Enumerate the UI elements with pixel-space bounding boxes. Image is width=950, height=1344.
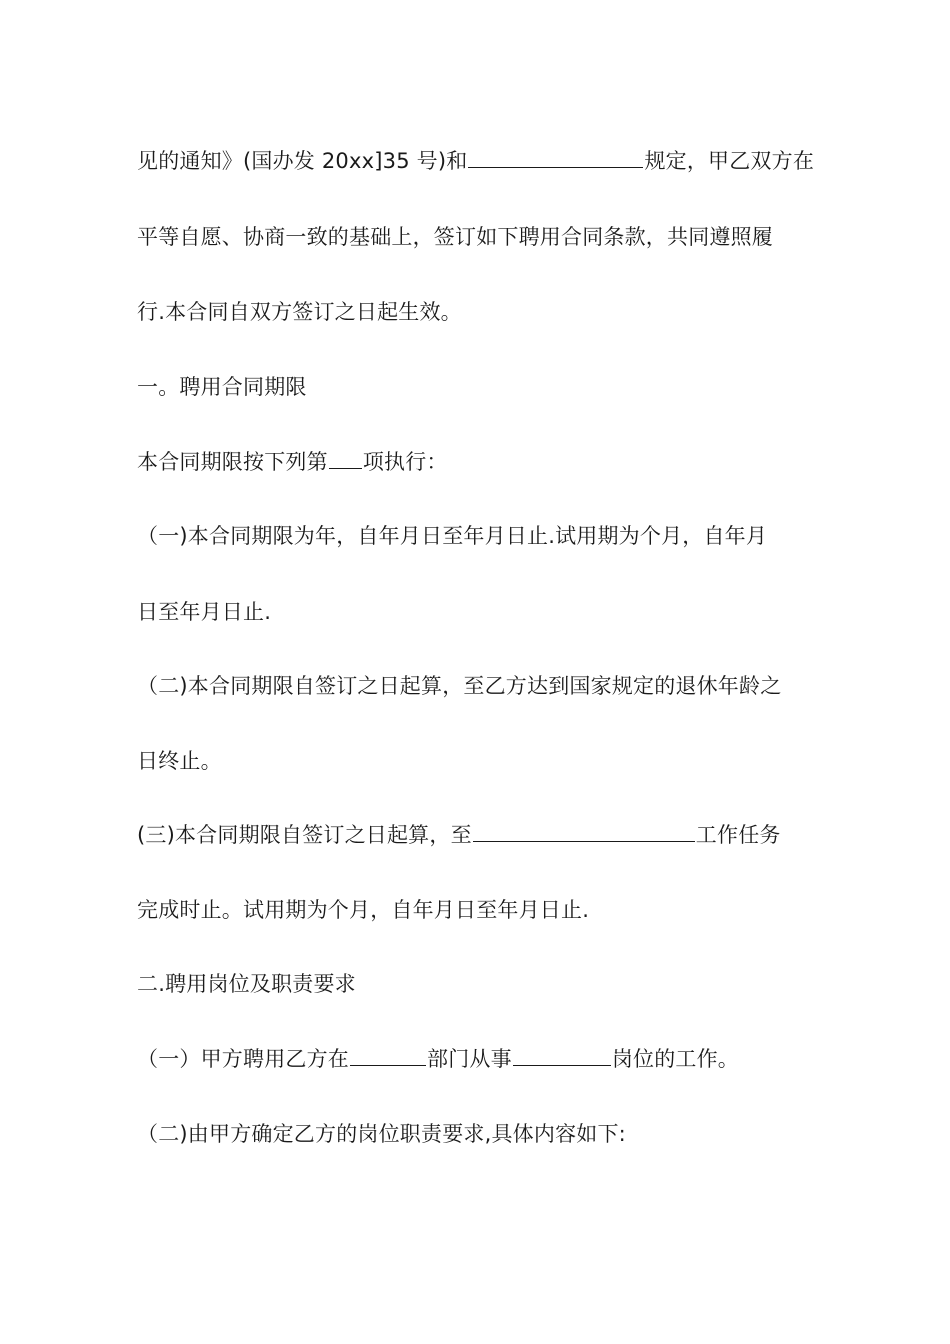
- paragraph-line: [137, 1119, 827, 1149]
- section-heading: [137, 372, 827, 402]
- text-segment: 日至年月日止.: [137, 600, 272, 624]
- paragraph-line: [137, 746, 827, 776]
- paragraph-line: [137, 820, 827, 850]
- text-segment: （一)本合同期限为年，自年月日至年月日止.试用期为个月，自年月: [137, 524, 768, 548]
- paragraph-line: [137, 447, 827, 477]
- fill-in-blank: [350, 1045, 426, 1066]
- fill-in-blank: [473, 821, 695, 842]
- paragraph-line: [137, 597, 827, 627]
- text-segment: 行.本合同自双方签订之日起生效。: [137, 300, 462, 324]
- paragraph-line: [137, 222, 827, 252]
- paragraph-line: [137, 521, 827, 551]
- text-segment: （二)本合同期限自签订之日起算，至乙方达到国家规定的退休年龄之: [137, 674, 782, 698]
- fill-in-blank: [513, 1045, 611, 1066]
- text-segment: 日终止。: [137, 749, 222, 773]
- text-segment: 平等自愿、协商一致的基础上，签订如下聘用合同条款，共同遵照履: [137, 225, 773, 249]
- paragraph-line: [137, 1044, 827, 1074]
- text-segment: (三)本合同期限自签订之日起算，至: [137, 823, 472, 847]
- text-segment: 项执行：: [362, 450, 448, 474]
- text-segment: 本合同期限按下列第: [137, 450, 328, 474]
- paragraph-line: [137, 671, 827, 701]
- fill-in-blank: [468, 147, 643, 168]
- text-segment: 部门从事: [427, 1047, 512, 1071]
- text-segment: （二)由甲方确定乙方的岗位职责要求,具体内容如下:: [137, 1122, 626, 1146]
- text-segment: 规定，甲乙双方在: [644, 149, 815, 173]
- text-segment: 二.聘用岗位及职责要求: [137, 972, 356, 996]
- section-heading: [137, 969, 827, 999]
- text-segment: 完成时止。试用期为个月，自年月日至年月日止.: [137, 898, 590, 922]
- fill-in-blank: [329, 448, 362, 469]
- text-segment: （一）甲方聘用乙方在: [137, 1047, 349, 1071]
- text-segment: 一。聘用合同期限: [137, 375, 307, 399]
- paragraph-line: [137, 297, 827, 327]
- text-segment: 工作任务: [695, 823, 781, 847]
- paragraph-line: [137, 146, 827, 176]
- text-segment: 岗位的工作。: [611, 1047, 740, 1071]
- text-segment: 见的通知》(国办发 20xx]35 号)和: [137, 149, 468, 173]
- paragraph-line: [137, 895, 827, 925]
